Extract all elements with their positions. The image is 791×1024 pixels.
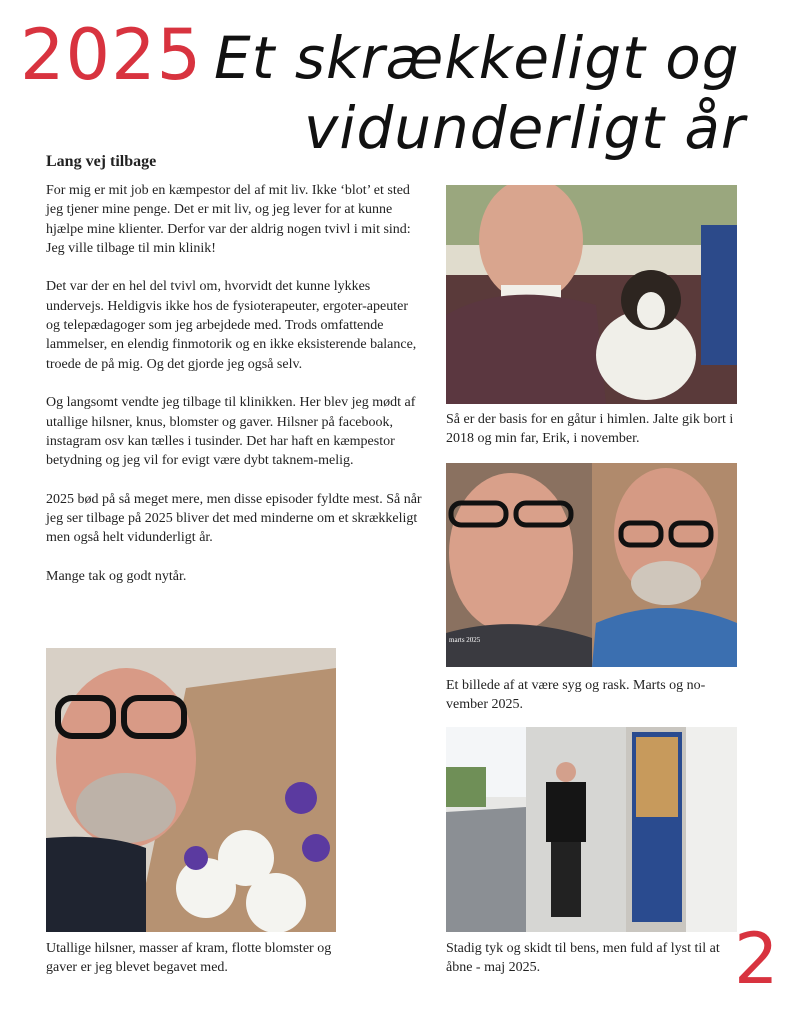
photo-man-with-dog [446,185,737,404]
photo-clinic-entrance [446,727,737,932]
caption-clinic-entrance: Stadig tyk og skidt til bens, men fuld af lyst til at åbne - maj 2025. [446,941,720,975]
paragraph: Det var der en hel del tvivl om, hvorvidt det kunne lykkes undervejs. Heldigvis ikke hos de fysioterapeuter, ergoter-apeuter og telepædagoger som jeg arbejdede med. Trods omfattende lammelser, en elendig finmotorik og en ikke eksisterende balance, troede de på mig. Og det gjorde jeg også selv. [46,279,417,372]
title-line-2: vidunderligt år [304,94,746,162]
photo-sick-and-healthy [446,463,737,667]
article-body [46,181,424,586]
page-number: 2 [734,918,779,1000]
caption-man-with-dog: Så er der basis for en gåtur i himlen. Jalte gik bort i 2018 og min far, Erik, i november. [446,412,734,446]
caption-sick-and-healthy: Et billede af at være syg og rask. Marts og no-vember 2025. [446,678,706,712]
paragraph: 2025 bød på så meget mere, men disse episoder fyldte mest. Så når jeg ser tilbage på 2025 bliver det med minderne om et skrækkeligt men også helt vidunderligt år. [46,491,422,546]
photo-illustration [446,727,737,932]
photo-illustration [446,185,737,404]
photo-illustration [46,648,336,932]
photo-date-overlay: marts 2025 [449,636,481,644]
paragraph: Og langsomt vendte jeg tilbage til klinikken. Her blev jeg mødt af utallige hilsner, knus, blomster og gaver. Hilsner på facebook, instagram osv kan tælles i tusinder. Det har haft en kæmpestor betydning og jeg vil for evigt være dybt taknem-melig. [46,395,416,469]
photo-man-with-flowers [46,648,336,932]
paragraph: Mange tak og godt nytår. [46,568,187,584]
caption-man-with-flowers: Utallige hilsner, masser af kram, flotte blomster og gaver er jeg blevet begavet med. [46,941,332,975]
paragraph: For mig er mit job en kæmpestor del af mit liv. Ikke ‘blot’ et sted jeg tjener mine penge. Det er mit liv, og jeg lever for at kunne hjælpe mine klienter. Derfor var der aldrig nogen tvivl i mit sind: Jeg ville tilbage til min klinik! [46,183,411,256]
year-title: 2025 [20,14,203,96]
photo-illustration [446,463,737,667]
article-heading: Lang vej tilbage [46,153,157,170]
title-line-1: Et skrækkeligt og [214,24,740,92]
